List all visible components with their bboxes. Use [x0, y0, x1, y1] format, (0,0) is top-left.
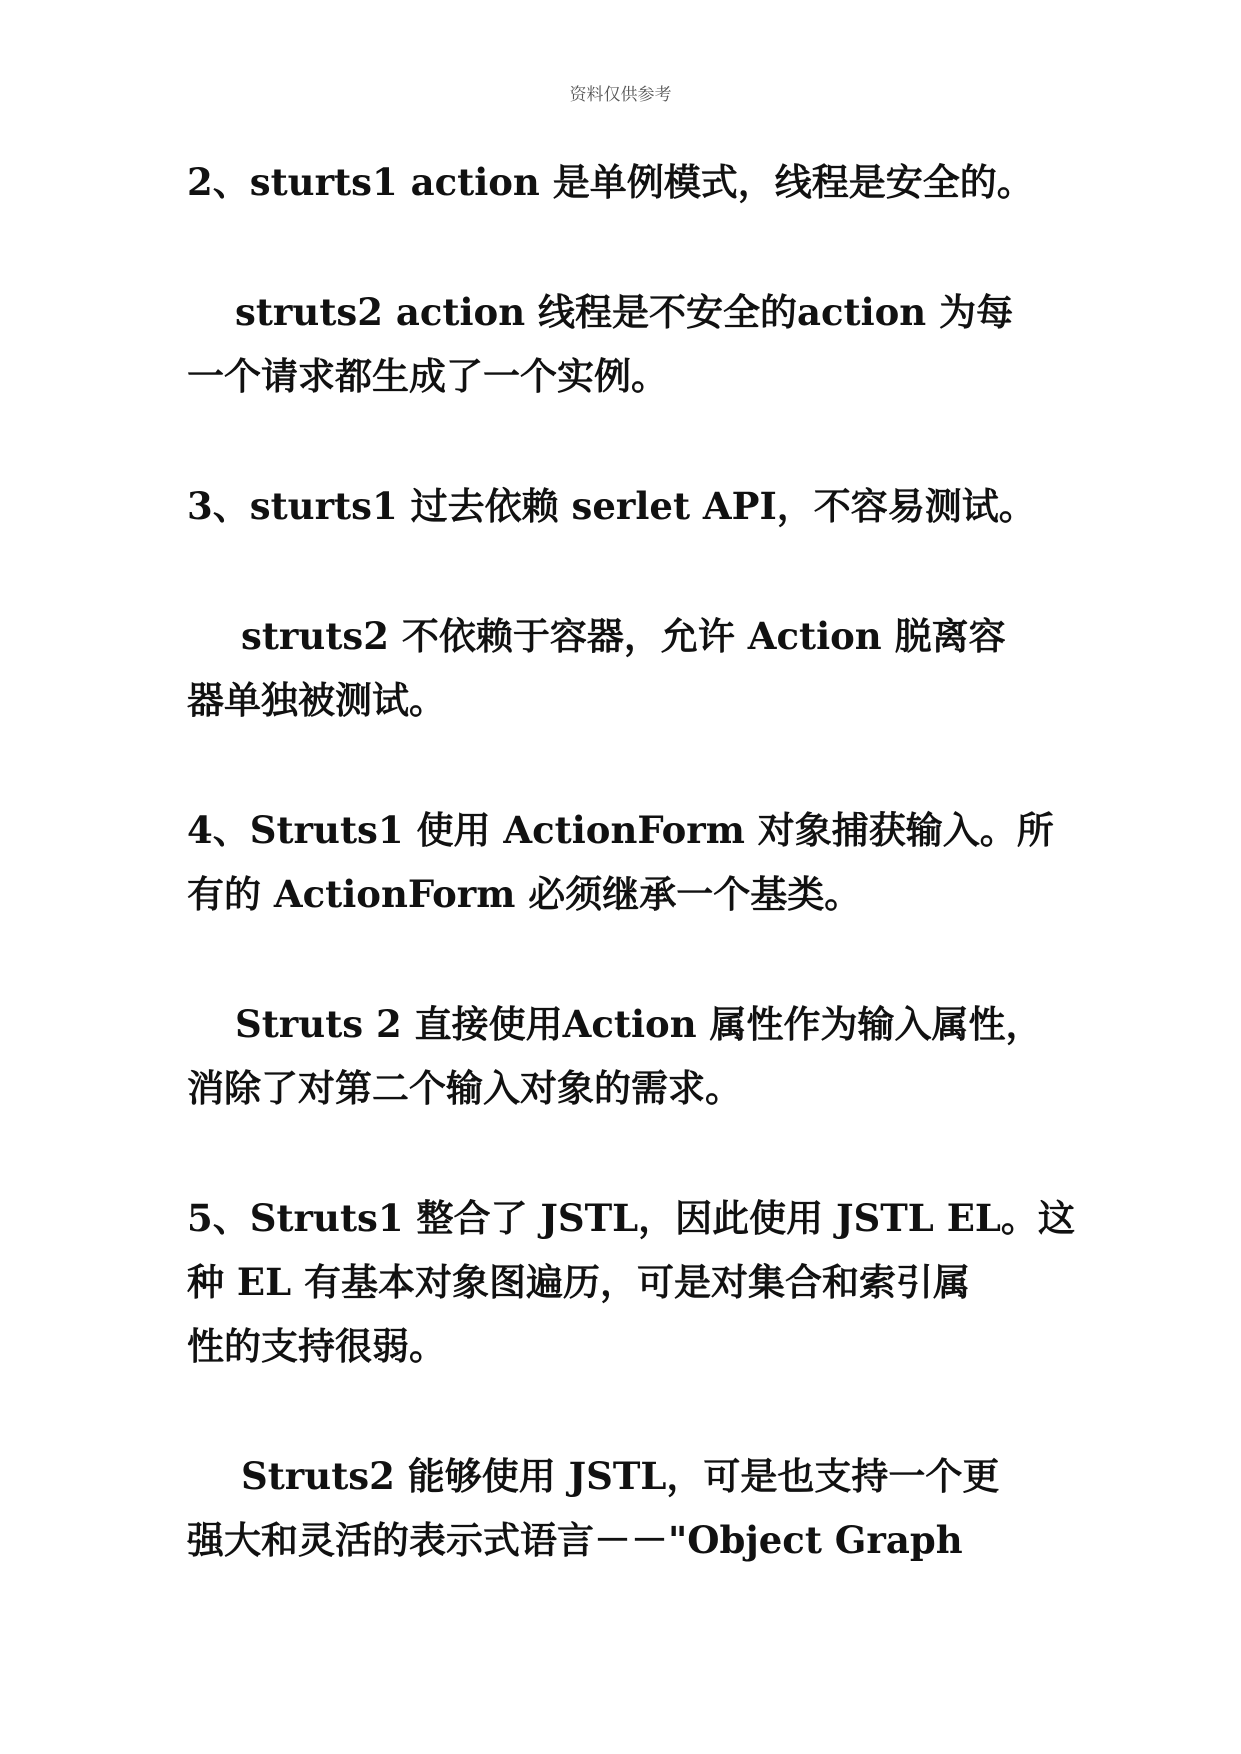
paragraph-2 [187, 280, 1077, 408]
paragraph-line: 器单独被测试。 [187, 678, 446, 722]
paragraph-line: 2、sturts1 action 是单例模式，线程是安全的。 [187, 160, 1034, 204]
paragraph-line: 有的 ActionForm 必须继承一个基类。 [187, 872, 862, 916]
page-header: 资料仅供参考 [569, 85, 672, 105]
paragraph-line: 4、Struts1 使用 ActionForm 对象捕获输入。所 [187, 808, 1054, 852]
document-body [187, 150, 1077, 1572]
paragraph-line: Struts 2 直接使用Action 属性作为输入属性， [235, 1002, 1043, 1046]
paragraph-line: 3、sturts1 过去依赖 serlet API，不容易测试。 [187, 484, 1036, 528]
paragraph-3 [187, 474, 1077, 538]
paragraph-line: struts2 不依赖于容器，允许 Action 脱离容 [241, 614, 1006, 658]
paragraph-line: 一个请求都生成了一个实例。 [187, 354, 668, 398]
paragraph-5 [187, 798, 1077, 926]
paragraph-line: 消除了对第二个输入对象的需求。 [187, 1066, 742, 1110]
paragraph-line: 性的支持很弱。 [187, 1324, 446, 1368]
paragraph-line: 种 EL 有基本对象图遍历，可是对集合和索引属 [187, 1260, 970, 1304]
paragraph-4 [187, 604, 1077, 732]
paragraph-8 [187, 1444, 1077, 1572]
paragraph-6 [187, 992, 1077, 1120]
paragraph-line: Struts2 能够使用 JSTL，可是也支持一个更 [241, 1454, 1000, 1498]
paragraph-1 [187, 150, 1077, 214]
paragraph-line: struts2 action 线程是不安全的action 为每 [235, 290, 1014, 334]
paragraph-line: 强大和灵活的表示式语言－－"Object Graph [187, 1518, 963, 1562]
paragraph-7 [187, 1186, 1077, 1378]
paragraph-line: 5、Struts1 整合了 JSTL，因此使用 JSTL EL。这 [187, 1196, 1075, 1240]
